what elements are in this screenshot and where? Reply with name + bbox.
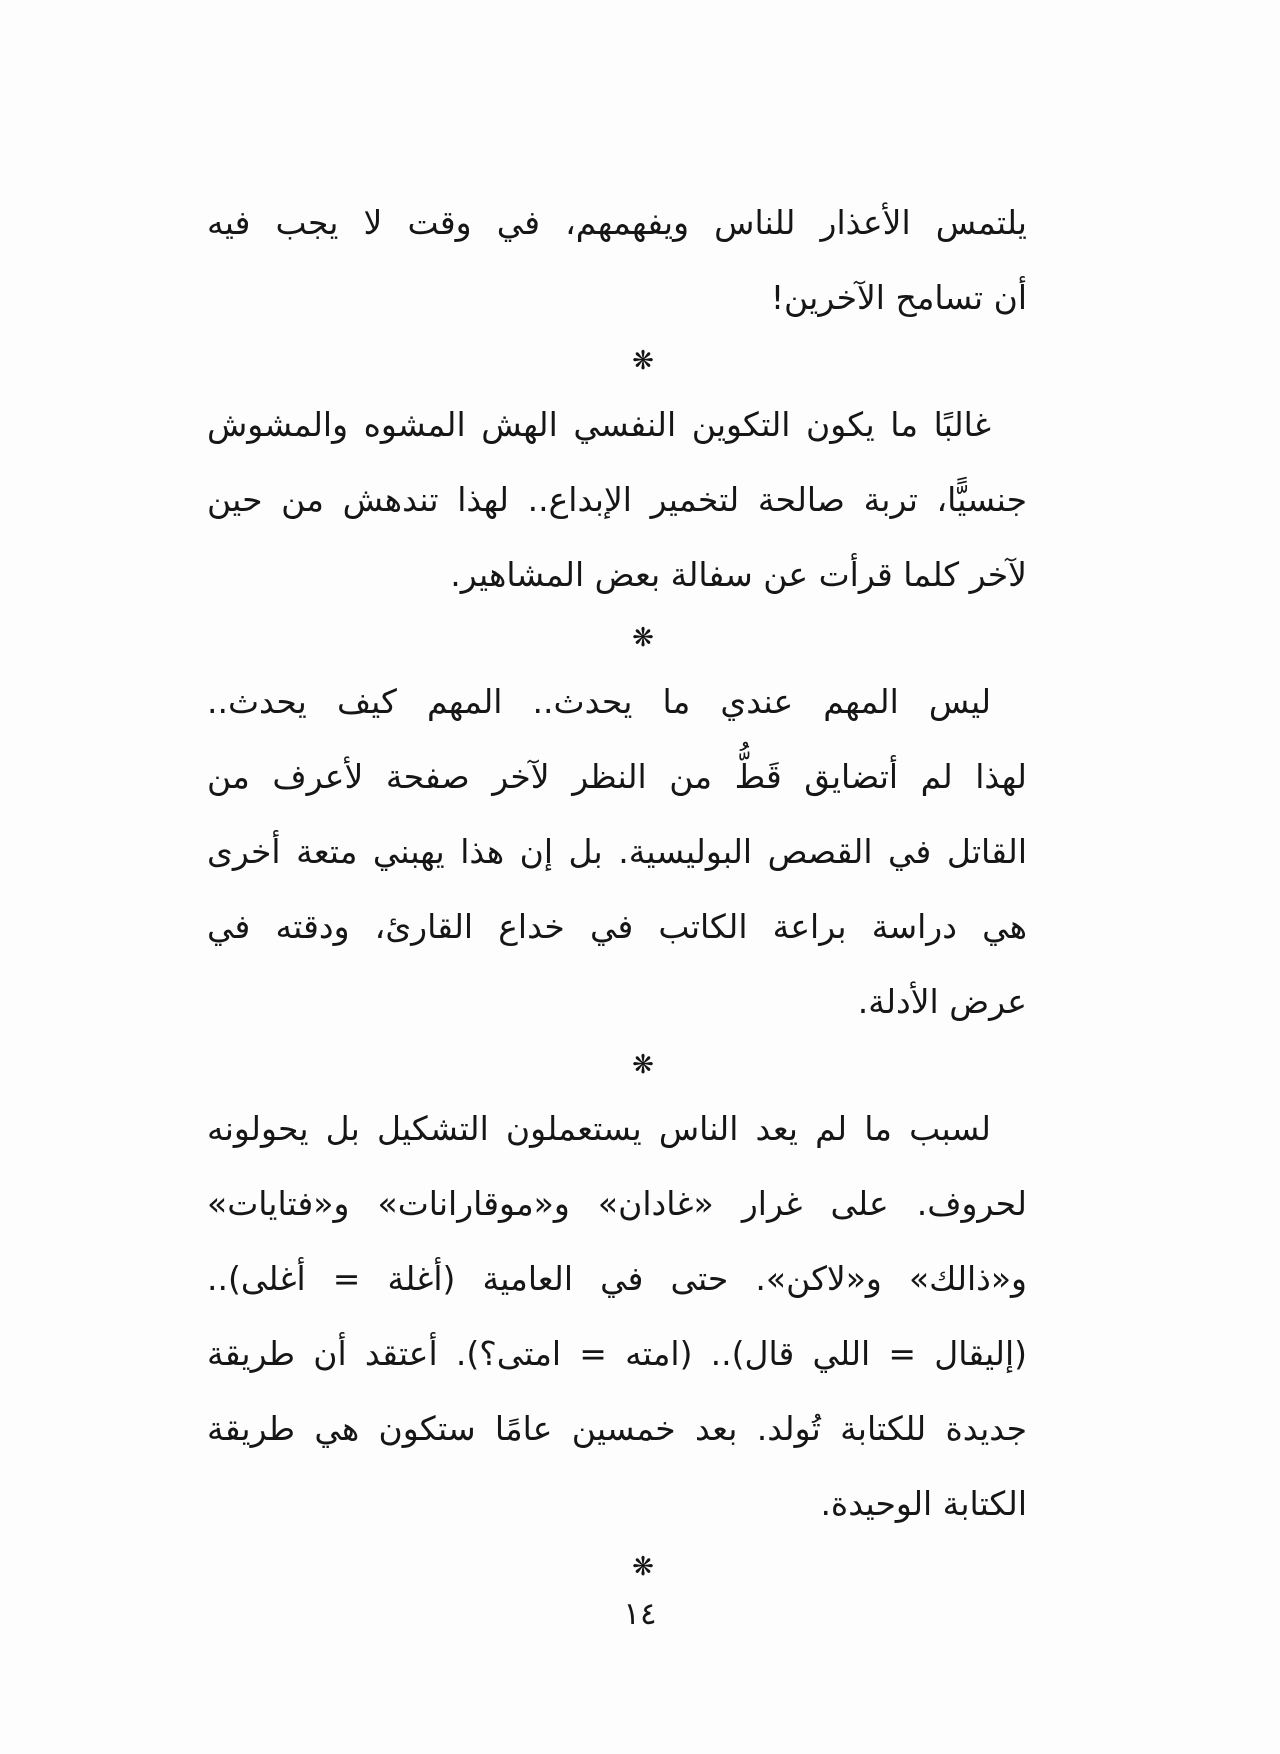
paragraph-line: لحروف. على غرار «غادان» و«موقارانات» و«فتايات»: [207, 1184, 1027, 1223]
section-separator-icon: ❋: [632, 623, 654, 653]
paragraph-line: جنسيًّا، تربة صالحة لتخمير الإبداع.. لهذا تندهش من حين: [207, 480, 1027, 519]
section-separator-icon: ❋: [632, 346, 654, 376]
section-separator-icon: ❋: [632, 1552, 654, 1582]
paragraph-line: لآخر كلما قرأت عن سفالة بعض المشاهير.: [450, 555, 1027, 594]
paragraph-line: ليس المهم عندي ما يحدث.. المهم كيف يحدث..: [207, 682, 991, 721]
paragraph-line: أن تسامح الآخرين!: [770, 278, 1027, 317]
paragraph-line: يلتمس الأعذار للناس ويفهمهم، في وقت لا يجب فيه: [207, 203, 1027, 242]
paragraph-line: لسبب ما لم يعد الناس يستعملون التشكيل بل يحولونه: [207, 1109, 991, 1148]
paragraph-line: (إليقال = اللي قال).. (امته = امتى؟). أعتقد أن طريقة: [207, 1334, 1027, 1373]
paragraph-line: القاتل في القصص البوليسية. بل إن هذا يهبني متعة أخرى: [207, 832, 1027, 871]
paragraph-line: و«ذالك» و«لاكن». حتى في العامية (أغلة = أغلى)..: [207, 1259, 1027, 1298]
page-number: ١٤: [623, 1596, 657, 1632]
paragraph-line: جديدة للكتابة تُولد. بعد خمسين عامًا ستكون هي طريقة: [207, 1409, 1027, 1448]
text-body: [207, 185, 1027, 1593]
paragraph-line: عرض الأدلة.: [857, 982, 1027, 1021]
paragraph-line: غالبًا ما يكون التكوين النفسي الهش المشوه والمشوش: [207, 405, 991, 444]
paragraph-line: لهذا لم أتضايق قَطُّ من النظر لآخر صفحة لأعرف من: [207, 757, 1027, 796]
paragraph-line: الكتابة الوحيدة.: [820, 1484, 1027, 1523]
section-separator-icon: ❋: [632, 1050, 654, 1080]
paragraph-line: هي دراسة براعة الكاتب في خداع القارئ، ودقته في: [207, 907, 1027, 946]
